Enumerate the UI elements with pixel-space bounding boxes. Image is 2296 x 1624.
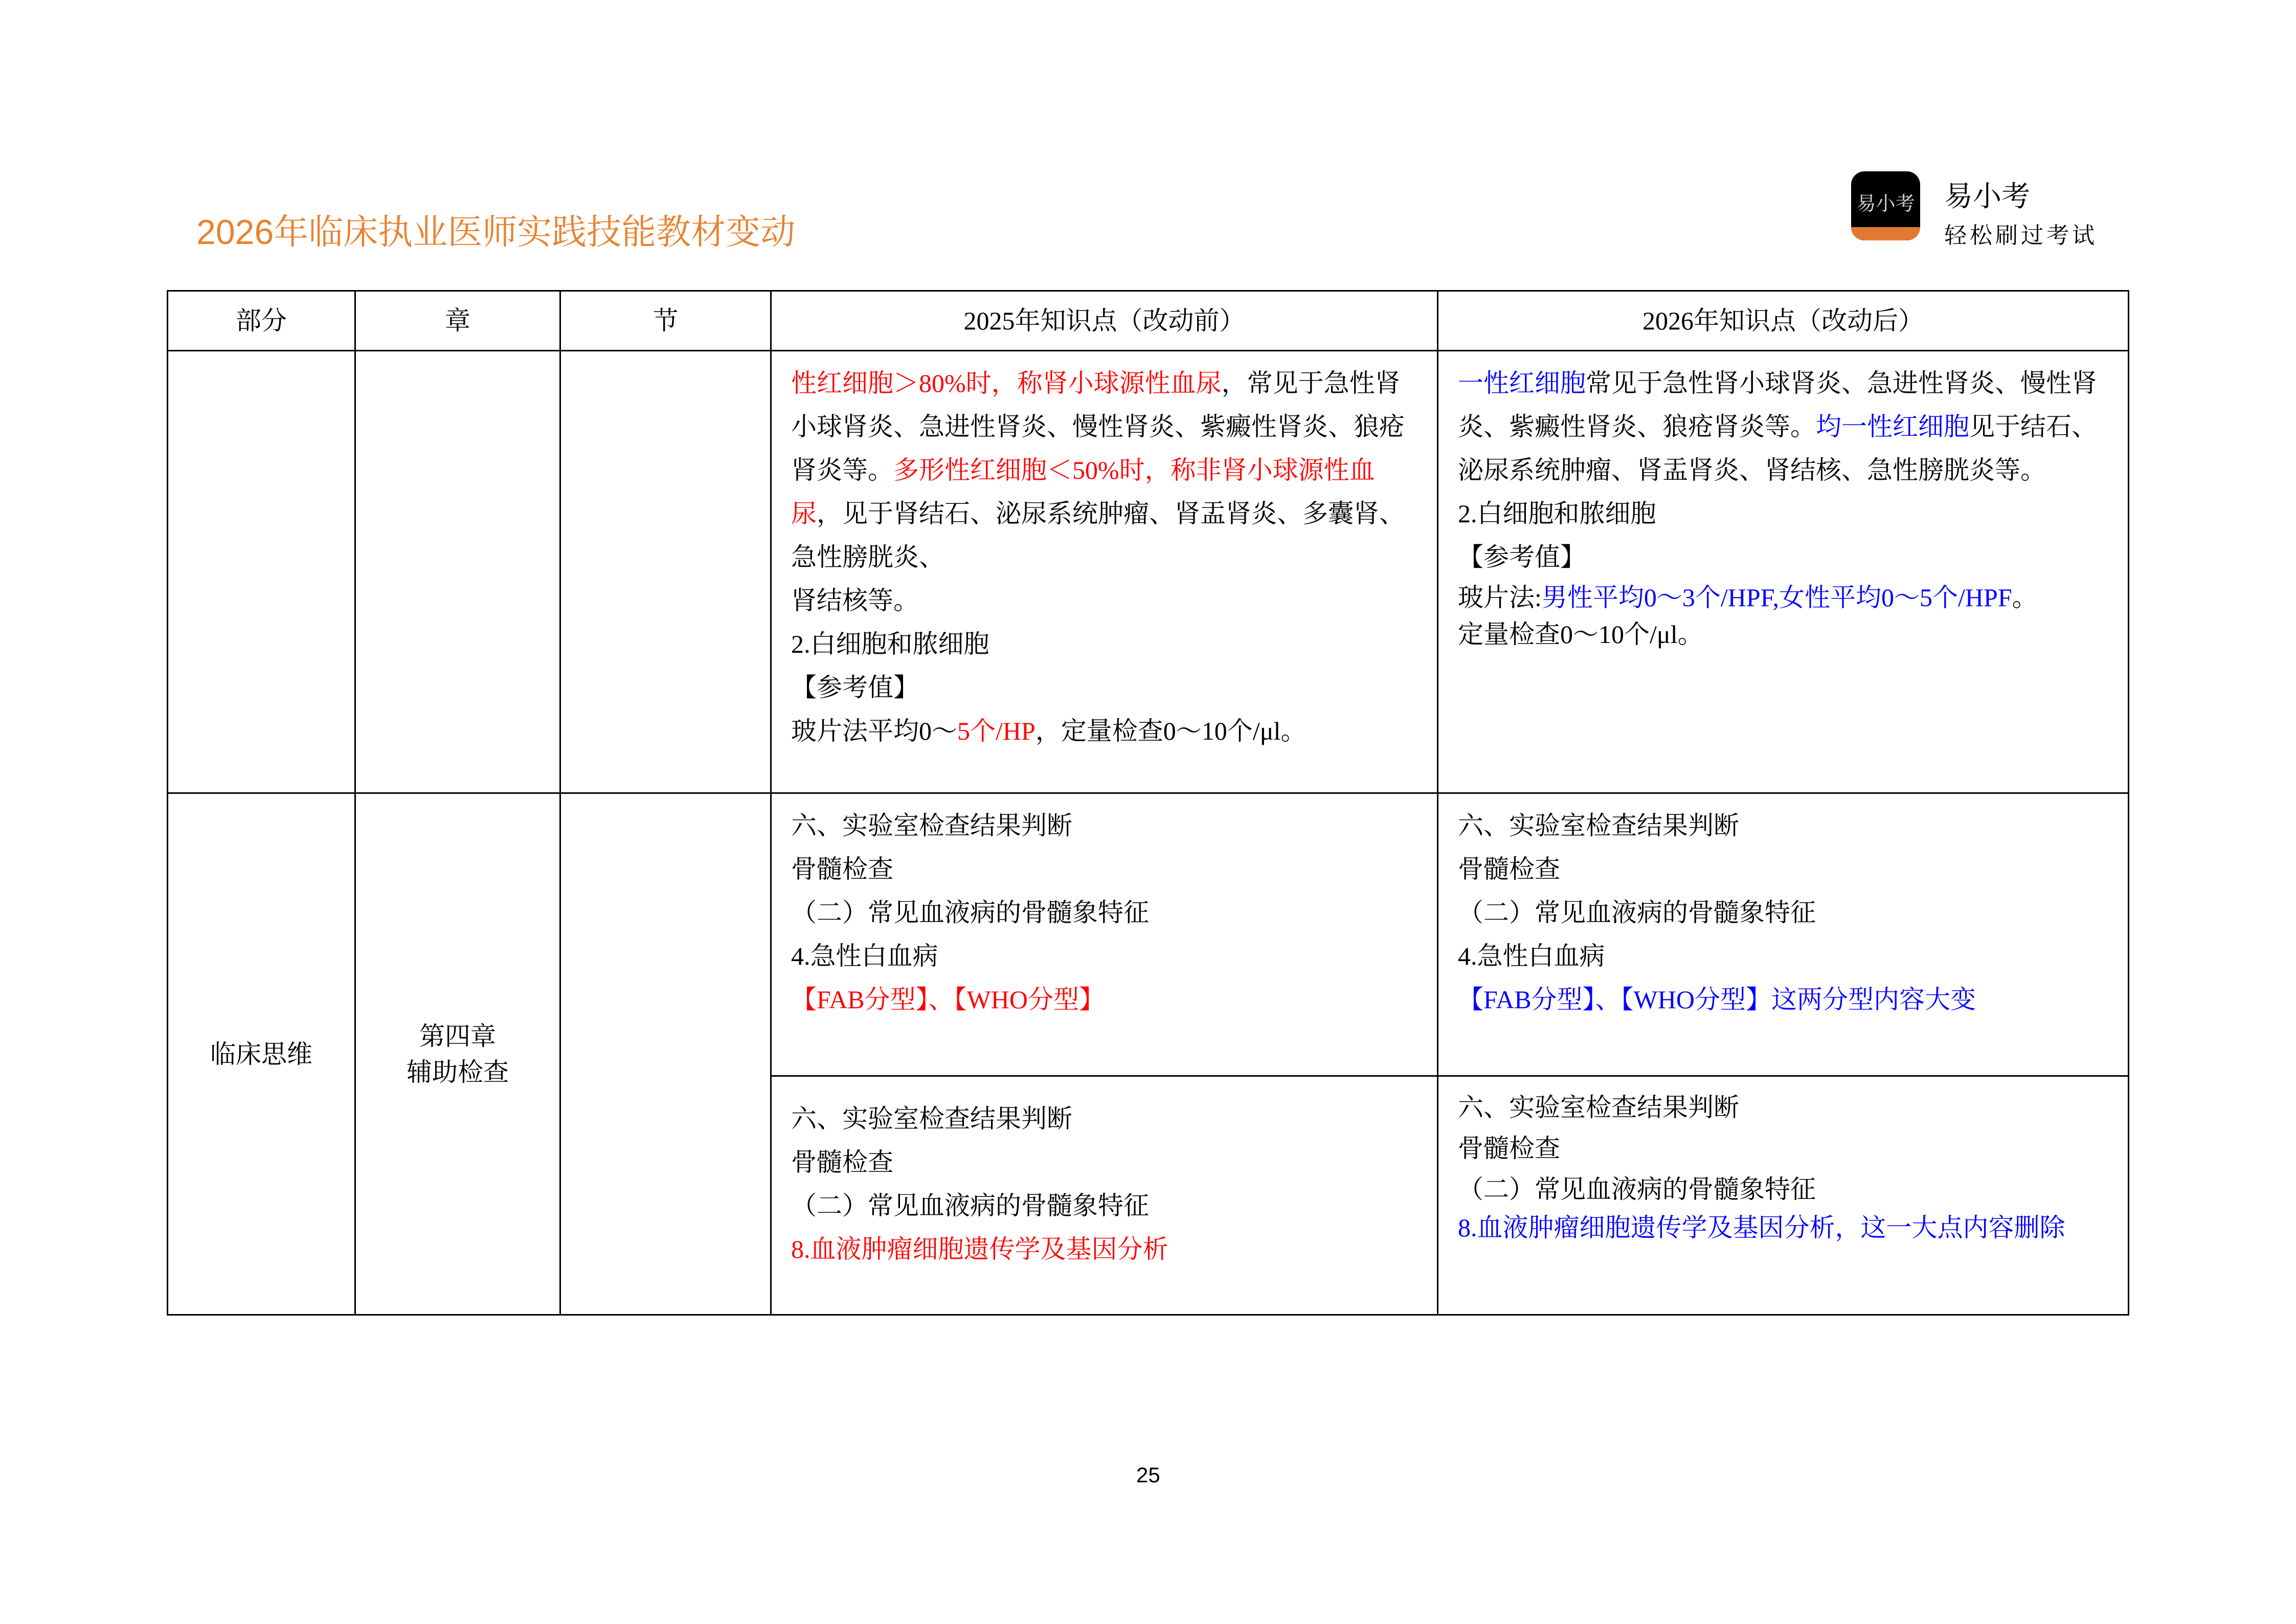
chapter-cell xyxy=(355,793,560,1315)
added-text: 【FAB分型】、【WHO分型】这两分型内容大变 xyxy=(1458,985,1976,1014)
before-cell xyxy=(771,1076,1438,1315)
text: 骨髓检查 xyxy=(791,855,893,883)
text: 六、实验室检查结果判断 xyxy=(1458,1093,1739,1122)
brand-logo xyxy=(1851,171,1920,240)
after-cell xyxy=(1438,793,2129,1076)
table-header-row xyxy=(168,291,2129,351)
header-after: 2026年知识点（改动后） xyxy=(1438,291,2129,351)
added-text: 一性红细胞 xyxy=(1458,369,1586,397)
section-cell xyxy=(560,793,771,1315)
text: 骨髓检查 xyxy=(1458,855,1560,883)
header-part: 部分 xyxy=(168,291,355,351)
added-text: 男性平均0～3个/HPF,女性平均0～5个/HPF xyxy=(1541,583,2012,612)
chapter-title: 辅助检查 xyxy=(407,1057,509,1086)
text: 六、实验室检查结果判断 xyxy=(1458,811,1739,840)
text: （二）常见血液病的骨髓象特征 xyxy=(1458,898,1816,927)
text: （二）常见血液病的骨髓象特征 xyxy=(791,898,1149,927)
logo-text: 易小考 xyxy=(1856,192,1915,215)
text: 见于结石、泌尿系统肿瘤、肾盂肾炎、肾结核、急性膀胱炎等。 xyxy=(1458,412,2097,484)
before-cell xyxy=(771,793,1438,1076)
text: 2.白细胞和脓细胞 xyxy=(791,630,989,658)
text: 骨髓检查 xyxy=(791,1148,893,1176)
removed-text: 【FAB分型】、【WHO分型】 xyxy=(791,985,1105,1014)
chapter-number: 第四章 xyxy=(419,1021,496,1051)
text: 定量检查0～10个/μl。 xyxy=(1458,620,1703,649)
removed-text: 5个/HP xyxy=(957,717,1036,745)
text: ，见于肾结石、泌尿系统肿瘤、肾盂肾炎、多囊肾、急性膀胱炎、 xyxy=(791,499,1405,571)
added-text: 8.血液肿瘤细胞遗传学及基因分析，这一大点内容删除 xyxy=(1458,1213,2065,1242)
text: ，定量检查0～10个/μl。 xyxy=(1035,717,1307,745)
text: 六、实验室检查结果判断 xyxy=(791,1104,1072,1133)
brand-name: 易小考 xyxy=(1944,180,2030,213)
table-row xyxy=(168,793,2129,1076)
brand xyxy=(1944,174,2098,250)
text: 【参考值】 xyxy=(791,673,919,702)
text: 。 xyxy=(2012,583,2038,612)
added-text: 均一性红细胞 xyxy=(1816,412,1969,441)
text: 肾结核等。 xyxy=(791,586,919,615)
header-section: 节 xyxy=(560,291,771,351)
text: 4.急性白血病 xyxy=(791,942,938,970)
part-cell: 临床思维 xyxy=(168,793,355,1315)
brand-slogan: 轻松刷过考试 xyxy=(1944,223,2098,249)
changes-table xyxy=(167,290,2129,1316)
text: （二）常见血液病的骨髓象特征 xyxy=(791,1191,1149,1220)
after-cell xyxy=(1438,1076,2129,1315)
text: 玻片法平均0～ xyxy=(791,717,957,745)
text: （二）常见血液病的骨髓象特征 xyxy=(1458,1175,1816,1204)
before-cell xyxy=(771,351,1438,793)
text: 4.急性白血病 xyxy=(1458,942,1605,970)
table-row xyxy=(168,351,2129,793)
removed-text: 多形性红细胞＜50%时，称非肾小球源性血尿 xyxy=(791,456,1375,528)
text: 六、实验室检查结果判断 xyxy=(791,811,1072,840)
after-cell xyxy=(1438,351,2129,793)
text: 【参考值】 xyxy=(1458,543,1586,571)
header-before: 2025年知识点（改动前） xyxy=(771,291,1438,351)
logo-bar xyxy=(1851,227,1920,240)
text: 玻片法: xyxy=(1458,583,1542,612)
page-title: 2026年临床执业医师实践技能教材变动 xyxy=(196,213,796,252)
empty-cell xyxy=(168,351,355,793)
text: ，常见于急性肾小球肾炎、急进性肾炎、慢性肾炎、紫癜性肾炎、狼疮肾炎等。 xyxy=(791,369,1405,484)
removed-text: 8.血液肿瘤细胞遗传学及基因分析 xyxy=(791,1235,1168,1263)
text: 2.白细胞和脓细胞 xyxy=(1458,499,1656,528)
text: 骨髓检查 xyxy=(1458,1134,1560,1163)
empty-cell xyxy=(355,351,560,793)
text: 常见于急性肾小球肾炎、急进性肾炎、慢性肾炎、紫癜性肾炎、狼疮肾炎等。 xyxy=(1458,369,2097,441)
header-chapter: 章 xyxy=(355,291,560,351)
empty-cell xyxy=(560,351,771,793)
page-number: 25 xyxy=(1136,1463,1160,1487)
removed-text: 性红细胞＞80%时，称肾小球源性血尿 xyxy=(791,369,1222,397)
